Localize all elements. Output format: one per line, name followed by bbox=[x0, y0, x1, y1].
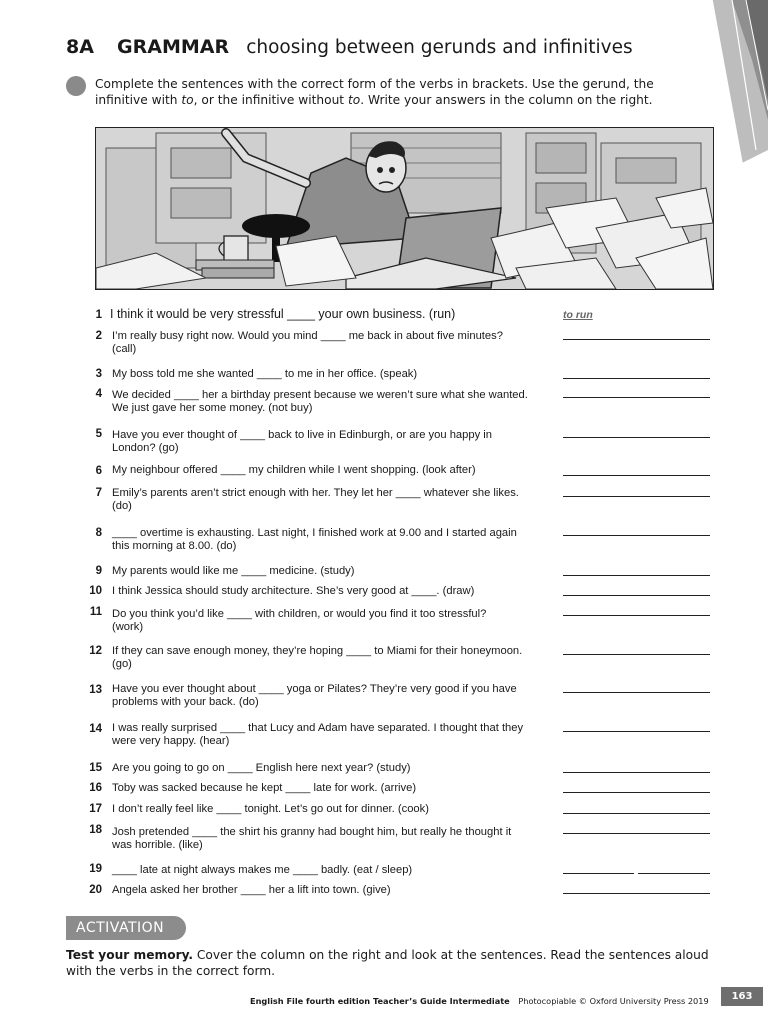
item-line: was horrible. (like) bbox=[112, 839, 203, 851]
item-line: ____ late at night always makes me ____ badly. (eat / sleep) bbox=[112, 864, 413, 876]
activation-instructions bbox=[66, 948, 716, 979]
item-line: I was really surprised ____ that Lucy and Adam have separated. I thought that they bbox=[112, 722, 524, 734]
answer-field[interactable] bbox=[563, 339, 710, 340]
item-line: My parents would like me ____ medicine. (study) bbox=[112, 565, 355, 577]
page-number: 163 bbox=[721, 987, 763, 1006]
item-sentence bbox=[112, 645, 550, 671]
answer-field[interactable] bbox=[563, 692, 710, 693]
item-line: (call) bbox=[112, 343, 137, 355]
item-line: My neighbour offered ____ my children while I went shopping. (look after) bbox=[112, 464, 476, 476]
item-number: 12 bbox=[89, 645, 102, 657]
item-line: (do) bbox=[112, 500, 132, 512]
activation-line-1 bbox=[66, 948, 716, 964]
item-sentence bbox=[112, 608, 550, 634]
item-sentence bbox=[110, 308, 548, 321]
item-number: 19 bbox=[89, 863, 102, 875]
instructions-line-1: Complete the sentences with the correct form of the verbs in brackets. Use the gerund, the bbox=[95, 77, 654, 91]
item-number: 14 bbox=[89, 723, 102, 735]
item-line: were very happy. (hear) bbox=[112, 735, 230, 747]
instructions-text: , or the infinitive without bbox=[193, 92, 348, 107]
answer-field[interactable] bbox=[563, 496, 710, 497]
item-sentence bbox=[112, 464, 550, 477]
section-label: GRAMMAR bbox=[117, 36, 230, 58]
answer-field[interactable] bbox=[563, 437, 710, 438]
item-sentence bbox=[112, 585, 550, 598]
item-line: Emily’s parents aren’t strict enough with her. They let her ____ whatever she likes. bbox=[112, 487, 519, 499]
item-number: 11 bbox=[89, 606, 102, 618]
instructions-line-2 bbox=[95, 93, 695, 109]
item-sentence bbox=[112, 884, 550, 897]
item-sentence bbox=[112, 762, 550, 775]
instructions-text: . Write your answers in the column on the right. bbox=[360, 92, 653, 107]
instructions-italic: to bbox=[347, 92, 361, 107]
item-sentence bbox=[112, 826, 550, 852]
activation-line-2: with the verbs in the correct form. bbox=[66, 963, 275, 978]
item-sentence bbox=[112, 429, 550, 455]
item-sentence bbox=[112, 782, 550, 795]
item-number: 17 bbox=[89, 803, 102, 815]
item-line: Toby was sacked because he kept ____ late for work. (arrive) bbox=[112, 782, 417, 794]
item-number: 10 bbox=[89, 585, 102, 597]
item-line: Angela asked her brother ____ her a lift into town. (give) bbox=[112, 884, 391, 896]
activation-badge: ACTIVATION bbox=[66, 916, 186, 940]
corner-decoration bbox=[712, 0, 768, 170]
item-line: problems with your back. (do) bbox=[112, 696, 259, 708]
item-sentence bbox=[112, 803, 550, 816]
answer-field[interactable] bbox=[638, 873, 710, 874]
item-line: Do you think you’d like ____ with children, or would you find it too stressful? bbox=[112, 608, 487, 620]
item-line: Have you ever thought about ____ yoga or Pilates? They’re very good if you have bbox=[112, 683, 517, 695]
answer-field[interactable] bbox=[563, 397, 710, 398]
item-line: ____ overtime is exhausting. Last night, I finished work at 9.00 and I started again bbox=[112, 527, 517, 539]
item-line: Josh pretended ____ the shirt his granny had bought him, but really he thought it bbox=[112, 826, 512, 838]
item-sentence bbox=[112, 565, 550, 578]
item-sentence bbox=[112, 527, 550, 553]
item-line: Have you ever thought of ____ back to live in Edinburgh, or are you happy in bbox=[112, 429, 492, 441]
item-line: (work) bbox=[112, 621, 144, 633]
item-number: 15 bbox=[89, 762, 102, 774]
item-number: 8 bbox=[95, 527, 102, 539]
item-sentence bbox=[112, 389, 550, 415]
item-line: We just gave her some money. (not buy) bbox=[112, 402, 313, 414]
item-number: 1 bbox=[95, 309, 102, 321]
answer-field[interactable] bbox=[563, 893, 710, 894]
item-number: 16 bbox=[89, 782, 102, 794]
item-number: 7 bbox=[95, 487, 102, 499]
answer-field[interactable] bbox=[563, 615, 710, 616]
item-number: 3 bbox=[95, 368, 102, 380]
instructions-text: infinitive with bbox=[95, 92, 182, 107]
item-line: I think it would be very stressful ____ your own business. (run) bbox=[110, 307, 456, 321]
unit-code: 8A bbox=[66, 36, 94, 58]
answer-field[interactable] bbox=[563, 792, 710, 793]
item-number: 6 bbox=[95, 465, 102, 477]
item-number: 18 bbox=[89, 824, 102, 836]
item-number: 9 bbox=[95, 565, 102, 577]
bullet-icon bbox=[66, 76, 86, 96]
footer bbox=[250, 996, 709, 1006]
item-sentence bbox=[112, 683, 550, 709]
answer-field[interactable] bbox=[563, 654, 710, 655]
item-sentence bbox=[112, 487, 550, 513]
copyright: Photocopiable © Oxford University Press 2019 bbox=[518, 996, 709, 1006]
item-line: I think Jessica should study architecture. She’s very good at ____. (draw) bbox=[112, 585, 475, 597]
item-number: 20 bbox=[89, 884, 102, 896]
item-number: 4 bbox=[95, 388, 102, 400]
answer-field[interactable] bbox=[563, 873, 634, 874]
item-number: 13 bbox=[89, 684, 102, 696]
illustration-stressed-office-worker bbox=[95, 127, 714, 290]
book-title: English File fourth edition Teacher’s Guide Intermediate bbox=[250, 996, 510, 1006]
item-line: Are you going to go on ____ English here next year? (study) bbox=[112, 762, 411, 774]
item-line: London? (go) bbox=[112, 442, 179, 454]
item-line: My boss told me she wanted ____ to me in her office. (speak) bbox=[112, 368, 418, 380]
item-line: I’m really busy right now. Would you mind ____ me back in about five minutes? bbox=[112, 330, 503, 342]
answer-field[interactable] bbox=[563, 535, 710, 536]
item-number: 5 bbox=[95, 428, 102, 440]
instructions-italic: to bbox=[181, 92, 194, 107]
topic-title: choosing between gerunds and infinitives bbox=[246, 37, 633, 58]
item-line: If they can save enough money, they’re hoping ____ to Miami for their honeymoon. bbox=[112, 645, 523, 657]
item-number: 2 bbox=[95, 330, 102, 342]
answer-field[interactable] bbox=[563, 475, 710, 476]
answer-field[interactable] bbox=[563, 378, 710, 379]
answer-field[interactable] bbox=[563, 731, 710, 732]
item-sentence bbox=[112, 722, 550, 748]
item-line: (go) bbox=[112, 658, 132, 670]
example-answer: to run bbox=[563, 309, 593, 321]
answer-field[interactable] bbox=[563, 813, 710, 814]
page-title bbox=[66, 36, 633, 58]
item-sentence bbox=[112, 864, 550, 877]
answer-field[interactable] bbox=[563, 595, 710, 596]
item-sentence bbox=[112, 330, 550, 356]
item-line: I don’t really feel like ____ tonight. Let’s go out for dinner. (cook) bbox=[112, 803, 429, 815]
answer-field[interactable] bbox=[563, 772, 710, 773]
instructions bbox=[95, 77, 695, 108]
activation-text: Cover the column on the right and look at the sentences. Read the sentences aloud bbox=[193, 948, 709, 962]
item-sentence bbox=[112, 368, 550, 381]
item-line: We decided ____ her a birthday present because we weren’t sure what she wanted. bbox=[112, 389, 528, 401]
answer-field[interactable] bbox=[563, 575, 710, 576]
item-line: this morning at 8.00. (do) bbox=[112, 540, 237, 552]
activation-bold: Test your memory. bbox=[66, 948, 194, 962]
answer-field[interactable] bbox=[563, 833, 710, 834]
